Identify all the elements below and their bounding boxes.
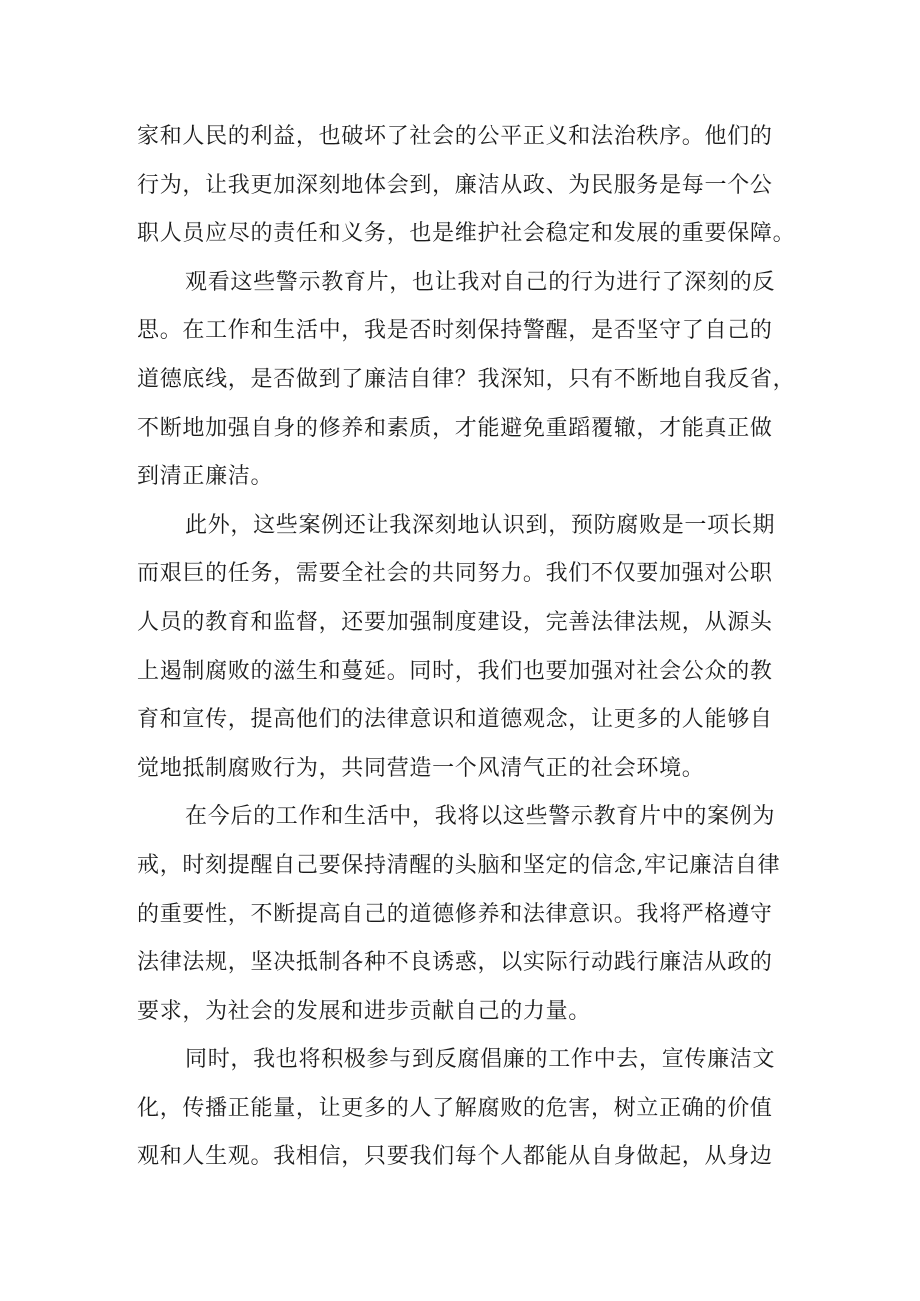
paragraph-line: 同时，我也将积极参与到反腐倡廉的工作中去，宣传廉洁文 (185, 1047, 776, 1073)
paragraph-line: 思。在工作和生活中，我是否时刻保持警醒，是否坚守了自己的 (137, 318, 773, 344)
paragraph-line: 观和人生观。我相信，只要我们每个人都能从自身做起，从身边 (137, 1144, 773, 1170)
paragraph-line: 育和宣传，提高他们的法律意识和道德观念，让更多的人能够自 (137, 707, 773, 733)
paragraph-line: 道德底线，是否做到了廉洁自律？我深知，只有不断地自我反省， (137, 366, 796, 392)
paragraph-5 (137, 1036, 797, 1182)
paragraph-1 (137, 113, 797, 259)
paragraph-line: 而艰巨的任务，需要全社会的共同努力。我们不仅要加强对公职 (137, 561, 773, 587)
paragraph-line: 观看这些警示教育片，也让我对自己的行为进行了深刻的反 (185, 269, 776, 295)
paragraph-4 (137, 793, 797, 1036)
paragraph-line: 此外，这些案例还让我深刻地认识到，预防腐败是一项长期 (185, 512, 776, 538)
paragraph-2 (137, 259, 797, 502)
paragraph-line: 觉地抵制腐败行为，共同营造一个风清气正的社会环境。 (137, 755, 705, 781)
paragraph-3 (137, 502, 797, 794)
paragraph-line: 家和人民的利益，也破坏了社会的公平正义和法治秩序。他们的 (137, 124, 773, 149)
paragraph-line: 要求，为社会的发展和进步贡献自己的力量。 (137, 998, 592, 1024)
paragraph-line: 在今后的工作和生活中，我将以这些警示教育片中的案例为 (185, 804, 776, 830)
paragraph-line: 戒，时刻提醒自己要保持清醒的头脑和坚定的信念,牢记廉洁自律 (137, 852, 781, 878)
paragraph-line: 行为，让我更加深刻地体会到，廉洁从政、为民服务是每一个公 (137, 172, 773, 198)
paragraph-line: 职人员应尽的责任和义务，也是维护社会稳定和发展的重要保障。 (137, 221, 796, 247)
paragraph-line: 的重要性，不断提高自己的道德修养和法律意识。我将严格遵守 (137, 901, 773, 927)
document-body (137, 113, 797, 1182)
paragraph-line: 到清正廉洁。 (137, 464, 274, 490)
paragraph-line: 人员的教育和监督，还要加强制度建设，完善法律法规，从源头 (137, 609, 773, 635)
paragraph-line: 法律法规，坚决抵制各种不良诱惑，以实际行动践行廉洁从政的 (137, 950, 773, 976)
paragraph-line: 上遏制腐败的滋生和蔓延。同时，我们也要加强对社会公众的教 (137, 658, 773, 684)
paragraph-line: 不断地加强自身的修养和素质，才能避免重蹈覆辙，才能真正做 (137, 415, 773, 441)
paragraph-line: 化，传播正能量，让更多的人了解腐败的危害，树立正确的价值 (137, 1095, 773, 1121)
